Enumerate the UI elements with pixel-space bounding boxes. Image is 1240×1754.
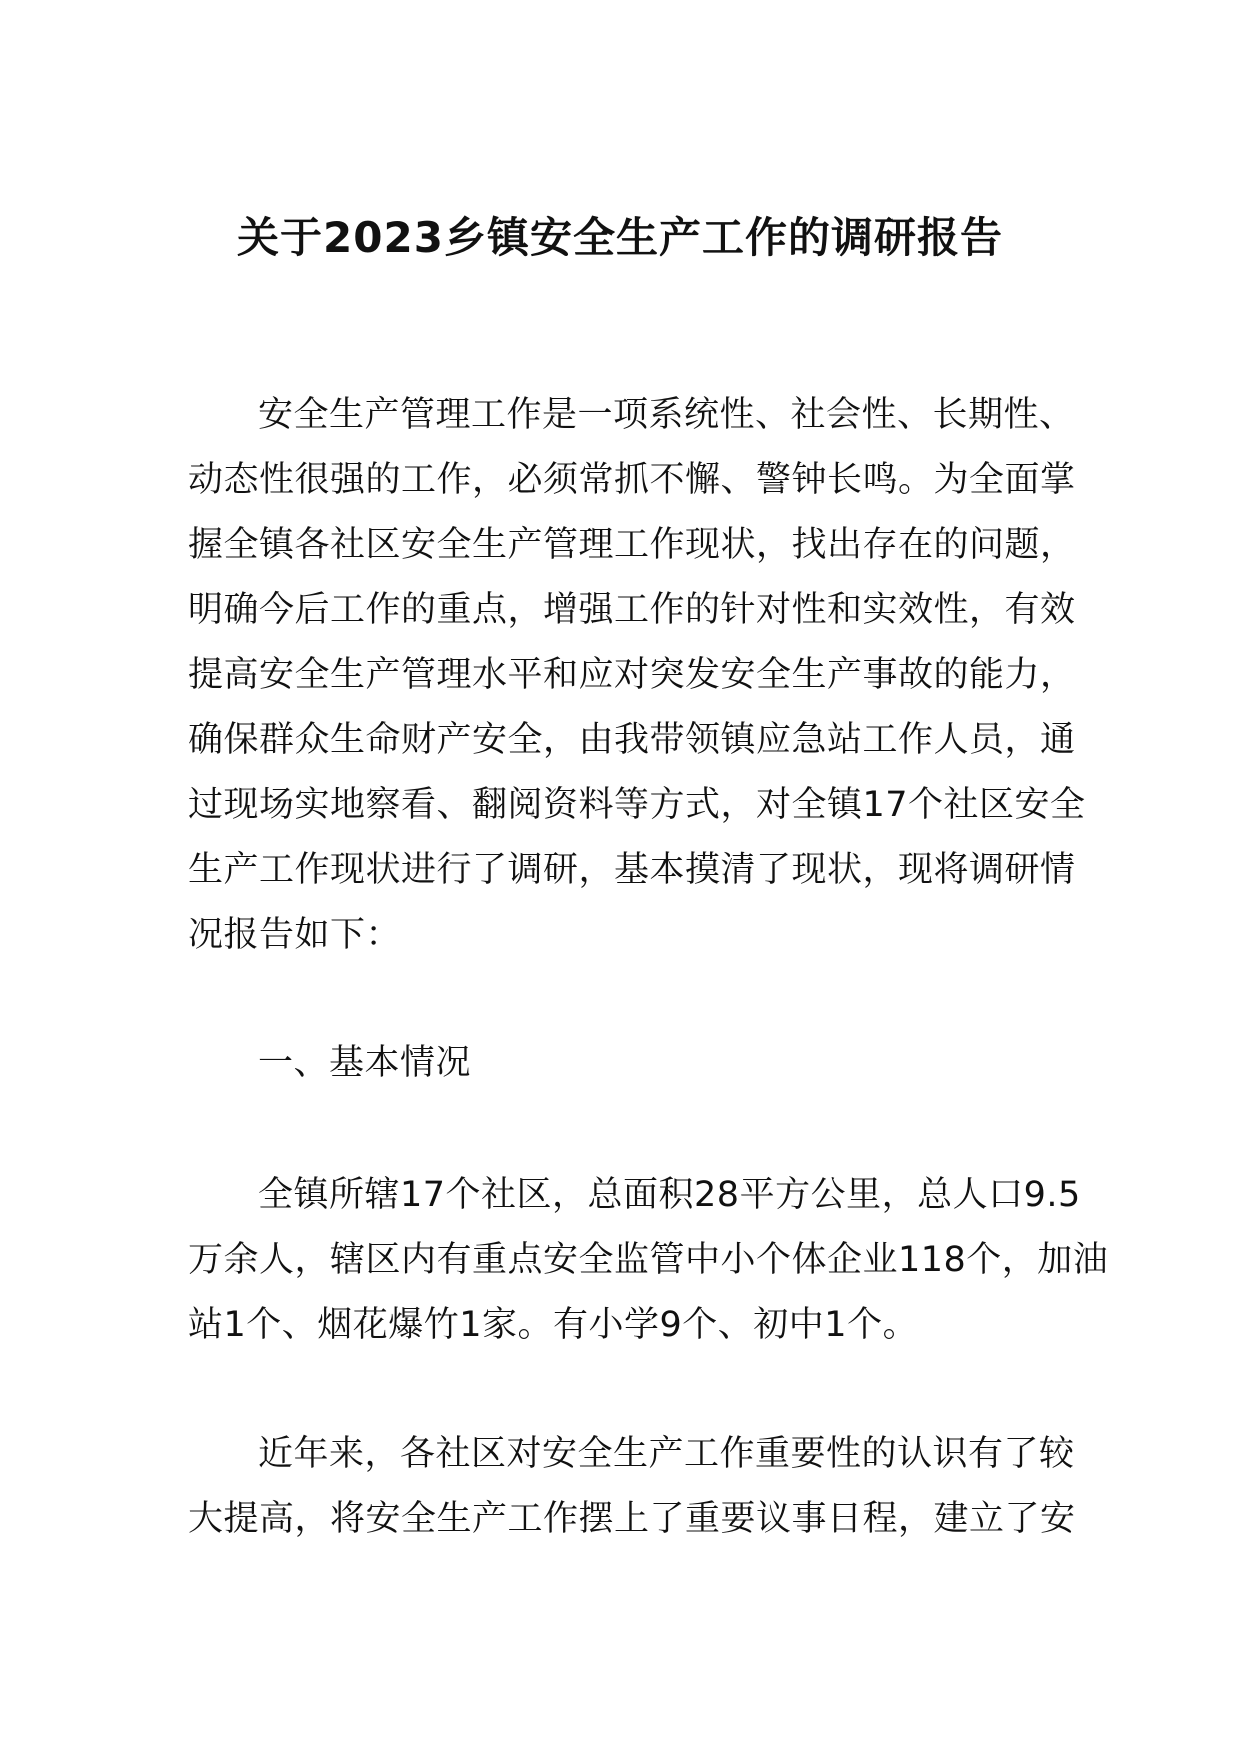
text-line: 提高安全生产管理水平和应对突发安全生产事故的能力， (188, 655, 1076, 695)
heading-text: 一、基本情况 (258, 1043, 472, 1083)
text-line: 全镇所辖17个社区，总面积28平方公里，总人口9.5 (258, 1175, 1081, 1215)
text-line: 况报告如下： (188, 915, 402, 955)
text-line: 确保群众生命财产安全，由我带领镇应急站工作人员，通 (188, 720, 1076, 760)
intro-paragraph (188, 383, 1086, 968)
text-line: 动态性很强的工作，必须常抓不懈、警钟长鸣。为全面掌 (188, 460, 1076, 500)
text-line: 站1个、烟花爆竹1家。有小学9个、初中1个。 (188, 1305, 919, 1345)
text-line: 过现场实地察看、翻阅资料等方式，对全镇17个社区安全 (188, 785, 1086, 825)
text-line: 近年来，各社区对安全生产工作重要性的认识有了较 (258, 1434, 1075, 1474)
text-line: 万余人，辖区内有重点安全监管中小个体企业118个，加油 (188, 1240, 1109, 1280)
document-title: 关于2023乡镇安全生产工作的调研报告 (237, 213, 1003, 262)
section-heading (188, 1031, 1068, 1096)
text-line: 安全生产管理工作是一项系统性、社会性、长期性、 (258, 395, 1075, 435)
text-line: 握全镇各社区安全生产管理工作现状，找出存在的问题， (188, 525, 1076, 565)
text-line: 大提高，将安全生产工作摆上了重要议事日程，建立了安 (188, 1499, 1076, 1539)
text-line: 生产工作现状进行了调研，基本摸清了现状，现将调研情 (188, 850, 1076, 890)
text-line: 明确今后工作的重点，增强工作的针对性和实效性，有效 (188, 590, 1076, 630)
recent-years-paragraph (188, 1422, 1076, 1552)
basic-info-paragraph (188, 1163, 1109, 1358)
